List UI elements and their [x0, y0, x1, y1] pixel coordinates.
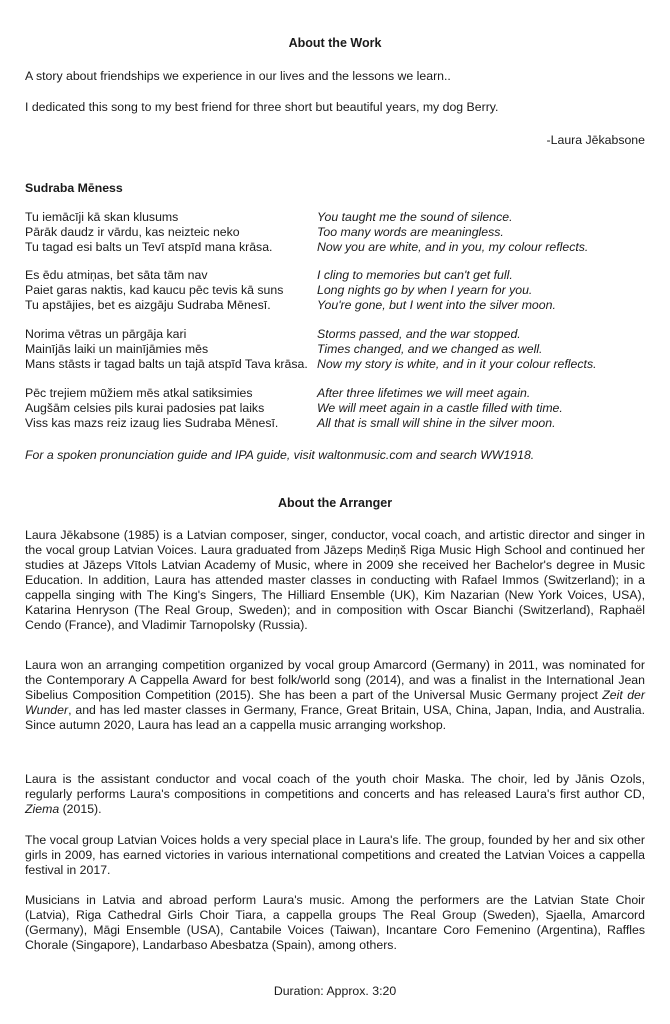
lyric-line: Mans stāsts ir tagad balts un tajā atspīd Tava krāsa.: [25, 357, 308, 371]
latvian-lyrics: [25, 327, 317, 372]
lyric-line: Mainījās laiki un mainījāmies mēs: [25, 342, 209, 356]
translation-line: Long nights go by when I yearn for you.: [317, 283, 533, 297]
cd-title: Ziema: [25, 802, 60, 816]
translation-line: All that is small will shine in the silver moon.: [317, 416, 556, 430]
lyric-line: Norima vētras un pārgāja kari: [25, 327, 187, 341]
poem-stanza: [25, 210, 645, 255]
work-paragraph: A story about friendships we experience in our lives and the lessons we learn..: [25, 69, 451, 83]
work-paragraph: I dedicated this song to my best friend for three short but beautiful years, my dog Berry.: [25, 100, 499, 114]
lyric-line: Viss kas mazs reiz izaug lies Sudraba Mēnesī.: [25, 416, 279, 430]
translation-line: You're gone, but I went into the silver moon.: [317, 298, 556, 312]
translation-line: You taught me the sound of silence.: [317, 210, 513, 224]
english-translation: [317, 386, 563, 431]
about-arranger-heading: About the Arranger: [277, 496, 393, 510]
poem-stanza: [25, 386, 645, 431]
lyric-line: Es ēdu atmiņas, bet sāta tām nav: [25, 268, 208, 282]
lyric-line: Pēc trejiem mūžiem mēs atkal satiksimies: [25, 386, 253, 400]
arranger-bio-paragraph: Laura Jēkabsone (1985) is a Latvian composer, singer, conductor, vocal coach, and artistic director and singer in the vocal group Latvian Voices. Laura graduated from Jāzeps Mediņš Riga Music High School and continued her studies at Jāzeps Vītols Latvian Academy of Music, where in 2009 she received her Bachelor's degree in Music Education. In addition, Laura has attended master classes in conducting with Rafael Immos (Switzerland); in a cappella singing with The King's Singers, The Hilliard Ensemble (UK), Kim Nazarian (New York Voices, USA), Katarina Henryson (The Real Group, Sweden); and in composition with Oscar Bianchi (Switzerland), Raphaël Cendo (France), and Vladimir Tarnopolsky (Russia).: [25, 528, 645, 632]
lyric-line: Pārāk daudz ir vārdu, kas neizteic neko: [25, 225, 240, 239]
lyric-line: Tu apstājies, bet es aizgāju Sudraba Mēnesī.: [25, 298, 271, 312]
arranger-bio-paragraph: The vocal group Latvian Voices holds a very special place in Laura's life. The group, founded by her and six other girls in 2009, has earned victories in various international competitions and created the Latvian Voices a cappella festival in 2017.: [25, 833, 645, 877]
lyric-line: Tu iemācīji kā skan klusums: [25, 210, 179, 224]
english-translation: [317, 268, 556, 313]
signature: -Laura Jēkabsone: [546, 133, 645, 147]
arranger-bio-paragraph: Musicians in Latvia and abroad perform Laura's music. Among the performers are the Latvian State Choir (Latvia), Riga Cathedral Girls Choir Tiara, a cappella groups The Real Group (Sweden), Sjaella, Amarcord (Germany), Māgi Ensemble (USA), Cantabile Voices (Taiwan), Incantare Coro Femenino (Argentina), Raffles Chorale (Singapore), Landarbaso Abesbatza (Spain), among others.: [25, 893, 645, 952]
project-title: Zeit der Wunder: [25, 688, 645, 717]
english-translation: [317, 327, 597, 372]
translation-line: I cling to memories but can't get full.: [317, 268, 513, 282]
translation-line: Now you are white, and in you, my colour reflects.: [317, 240, 589, 254]
poem-stanza: [25, 327, 645, 372]
translation-line: Now my story is white, and in it your colour reflects.: [317, 357, 597, 371]
translation-line: After three lifetimes we will meet again.: [317, 386, 531, 400]
translation-line: Too many words are meaningless.: [317, 225, 504, 239]
latvian-lyrics: [25, 386, 317, 431]
poem-title: Sudraba Mēness: [25, 181, 123, 195]
translation-line: We will meet again in a castle filled with time.: [317, 401, 563, 415]
lyric-line: Augšām celsies pils kurai padosies pat laiks: [25, 401, 265, 415]
poem-stanza: [25, 268, 645, 313]
pronunciation-guide-note: For a spoken pronunciation guide and IPA guide, visit waltonmusic.com and search WW1918.: [25, 448, 535, 462]
arranger-bio-paragraph: Laura won an arranging competition organized by vocal group Amarcord (Germany) in 2011, was nominated for the Contemporary A Cappella Award for best folk/world song (2014), and was a finalist in the International Jean Sibelius Composition Competition (2015). She has been a part of the Universal Music Germany project Zeit der Wunder, and has led master classes in Germany, France, Great Britain, USA, China, Japan, India, and Australia. Since autumn 2020, Laura has lead an a cappella music arranging workshop.: [25, 658, 645, 732]
latvian-lyrics: [25, 268, 317, 313]
arranger-bio-paragraph: Laura is the assistant conductor and vocal coach of the youth choir Maska. The choir, led by Jānis Ozols, regularly performs Laura's compositions in competitions and concerts and has released Laura's first author CD, Ziema (2015).: [25, 772, 645, 816]
translation-line: Storms passed, and the war stopped.: [317, 327, 521, 341]
lyric-line: Paiet garas naktis, kad kaucu pēc tevis kā suns: [25, 283, 284, 297]
latvian-lyrics: [25, 210, 317, 255]
english-translation: [317, 210, 588, 255]
lyric-line: Tu tagad esi balts un Tevī atspīd mana krāsa.: [25, 240, 273, 254]
about-work-heading: About the Work: [288, 36, 382, 50]
duration: Duration: Approx. 3:20: [273, 984, 397, 998]
translation-line: Times changed, and we changed as well.: [317, 342, 543, 356]
